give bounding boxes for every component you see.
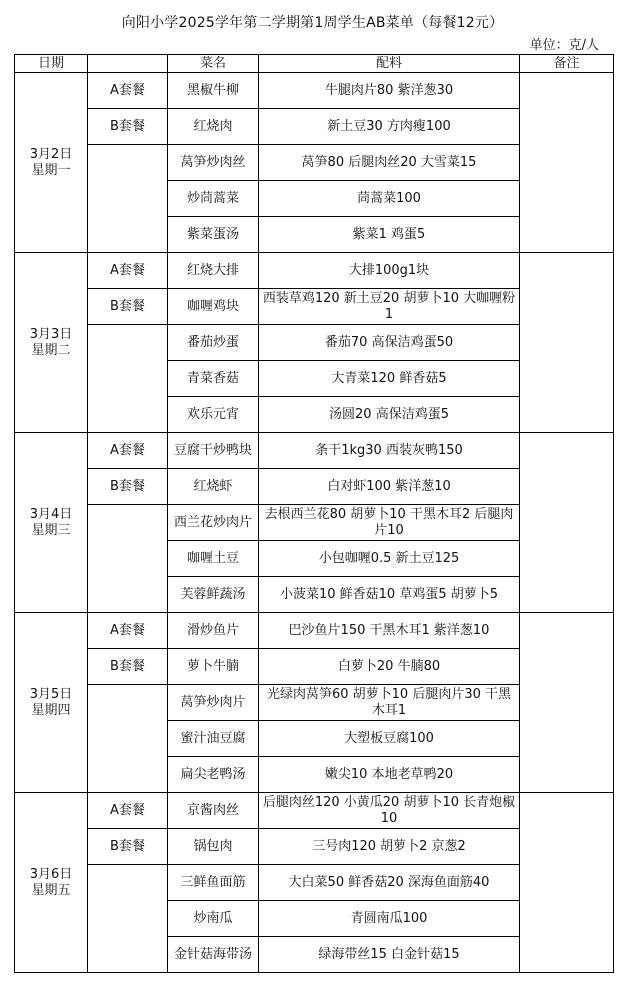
set-label: B套餐	[88, 829, 168, 865]
ingredients: 青圆南瓜100	[259, 901, 520, 937]
set-label-empty	[88, 325, 168, 433]
ingredients: 大白菜50 鲜香菇20 深海鱼面筋40	[259, 865, 520, 901]
dish-name: 三鲜鱼面筋	[168, 865, 259, 901]
notes-cell	[520, 253, 614, 433]
date-cell	[15, 253, 88, 433]
dish-name: 滑炒鱼片	[168, 613, 259, 649]
header-notes: 备注	[520, 55, 614, 73]
header-row	[15, 55, 614, 73]
dish-name: 西兰花炒肉片	[168, 505, 259, 541]
ingredients: 西装草鸡120 新土豆20 胡萝卜10 大咖喱粉1	[259, 289, 520, 325]
set-label-empty	[88, 685, 168, 793]
set-label: A套餐	[88, 73, 168, 109]
ingredients: 汤圆20 高保洁鸡蛋5	[259, 397, 520, 433]
ingredients: 茼蒿菜100	[259, 181, 520, 217]
date-cell	[15, 73, 88, 253]
ingredients: 去根西兰花80 胡萝卜10 干黑木耳2 后腿肉片10	[259, 505, 520, 541]
dish-name: 黑椒牛柳	[168, 73, 259, 109]
ingredients: 新土豆30 方肉瘦100	[259, 109, 520, 145]
dish-name: 莴笋炒肉丝	[168, 145, 259, 181]
dish-name: 莴笋炒肉片	[168, 685, 259, 721]
dish-name: 番茄炒蛋	[168, 325, 259, 361]
dish-name: 蜜汁油豆腐	[168, 721, 259, 757]
set-label-empty	[88, 505, 168, 613]
dish-name: 青菜香菇	[168, 361, 259, 397]
ingredients: 番茄70 高保洁鸡蛋50	[259, 325, 520, 361]
weekday-label: 星期四	[31, 702, 71, 718]
dish-name: 紫菜蛋汤	[168, 217, 259, 253]
date-cell	[15, 433, 88, 613]
ingredients: 大塑板豆腐100	[259, 721, 520, 757]
set-label: A套餐	[88, 613, 168, 649]
set-label-empty	[88, 865, 168, 973]
weekday-label: 星期三	[31, 522, 71, 538]
dish-name: 金针菇海带汤	[168, 937, 259, 973]
notes-cell	[520, 613, 614, 793]
table-row	[15, 73, 614, 109]
dish-name: 欢乐元宵	[168, 397, 259, 433]
ingredients: 绿海带丝15 白金针菇15	[259, 937, 520, 973]
ingredients: 白对虾100 紫洋葱10	[259, 469, 520, 505]
set-label: A套餐	[88, 253, 168, 289]
header-dish: 菜名	[168, 55, 259, 73]
menu-body	[15, 73, 614, 973]
table-row	[15, 793, 614, 829]
ingredients: 大青菜120 鲜香菇5	[259, 361, 520, 397]
header-ingredients: 配料	[259, 55, 520, 73]
unit-label: 单位：克/人	[529, 38, 599, 53]
date-label: 3月5日	[29, 686, 73, 702]
ingredients: 紫菜1 鸡蛋5	[259, 217, 520, 253]
set-label: B套餐	[88, 469, 168, 505]
ingredients: 巴沙鱼片150 干黑木耳1 紫洋葱10	[259, 613, 520, 649]
notes-cell	[520, 433, 614, 613]
dish-name: 咖喱土豆	[168, 541, 259, 577]
set-label-empty	[88, 145, 168, 253]
ingredients: 牛腿肉片80 紫洋葱30	[259, 73, 520, 109]
header-date: 日期	[15, 55, 88, 73]
notes-cell	[520, 793, 614, 973]
set-label: B套餐	[88, 649, 168, 685]
menu-table	[14, 54, 614, 973]
dish-name: 芙蓉鲜蔬汤	[168, 577, 259, 613]
set-label: B套餐	[88, 289, 168, 325]
date-label: 3月2日	[29, 146, 73, 162]
table-row	[15, 613, 614, 649]
ingredients: 小包咖喱0.5 新土豆125	[259, 541, 520, 577]
date-label: 3月4日	[29, 506, 73, 522]
dish-name: 豆腐干炒鸭块	[168, 433, 259, 469]
ingredients: 白萝卜20 牛腩80	[259, 649, 520, 685]
dish-name: 锅包肉	[168, 829, 259, 865]
ingredients: 莴笋80 后腿肉丝20 大雪菜15	[259, 145, 520, 181]
menu-title: 向阳小学2025学年第二学期第1周学生AB菜单（每餐12元）	[121, 15, 504, 31]
header-set	[88, 55, 168, 73]
dish-name: 咖喱鸡块	[168, 289, 259, 325]
ingredients: 条干1kg30 西装灰鸭150	[259, 433, 520, 469]
weekday-label: 星期二	[31, 342, 71, 358]
dish-name: 红烧肉	[168, 109, 259, 145]
set-label: A套餐	[88, 433, 168, 469]
notes-cell	[520, 73, 614, 253]
ingredients: 小菠菜10 鲜香菇10 草鸡蛋5 胡萝卜5	[259, 577, 520, 613]
table-row	[15, 433, 614, 469]
date-label: 3月3日	[29, 326, 73, 342]
dish-name: 扁尖老鸭汤	[168, 757, 259, 793]
dish-name: 红烧大排	[168, 253, 259, 289]
weekday-label: 星期五	[31, 882, 71, 898]
dish-name: 红烧虾	[168, 469, 259, 505]
set-label: B套餐	[88, 109, 168, 145]
ingredients: 三号肉120 胡萝卜2 京葱2	[259, 829, 520, 865]
set-label: A套餐	[88, 793, 168, 829]
dish-name: 炒茼蒿菜	[168, 181, 259, 217]
date-label: 3月6日	[29, 866, 73, 882]
ingredients: 嫩尖10 本地老草鸭20	[259, 757, 520, 793]
dish-name: 京酱肉丝	[168, 793, 259, 829]
dish-name: 萝卜牛腩	[168, 649, 259, 685]
dish-name: 炒南瓜	[168, 901, 259, 937]
date-cell	[15, 793, 88, 973]
date-cell	[15, 613, 88, 793]
ingredients: 大排100g1块	[259, 253, 520, 289]
weekday-label: 星期一	[31, 162, 71, 178]
ingredients: 后腿肉丝120 小黄瓜20 胡萝卜10 长青炮椒10	[259, 793, 520, 829]
table-row	[15, 253, 614, 289]
ingredients: 光绿肉莴笋60 胡萝卜10 后腿肉片30 干黑木耳1	[259, 685, 520, 721]
